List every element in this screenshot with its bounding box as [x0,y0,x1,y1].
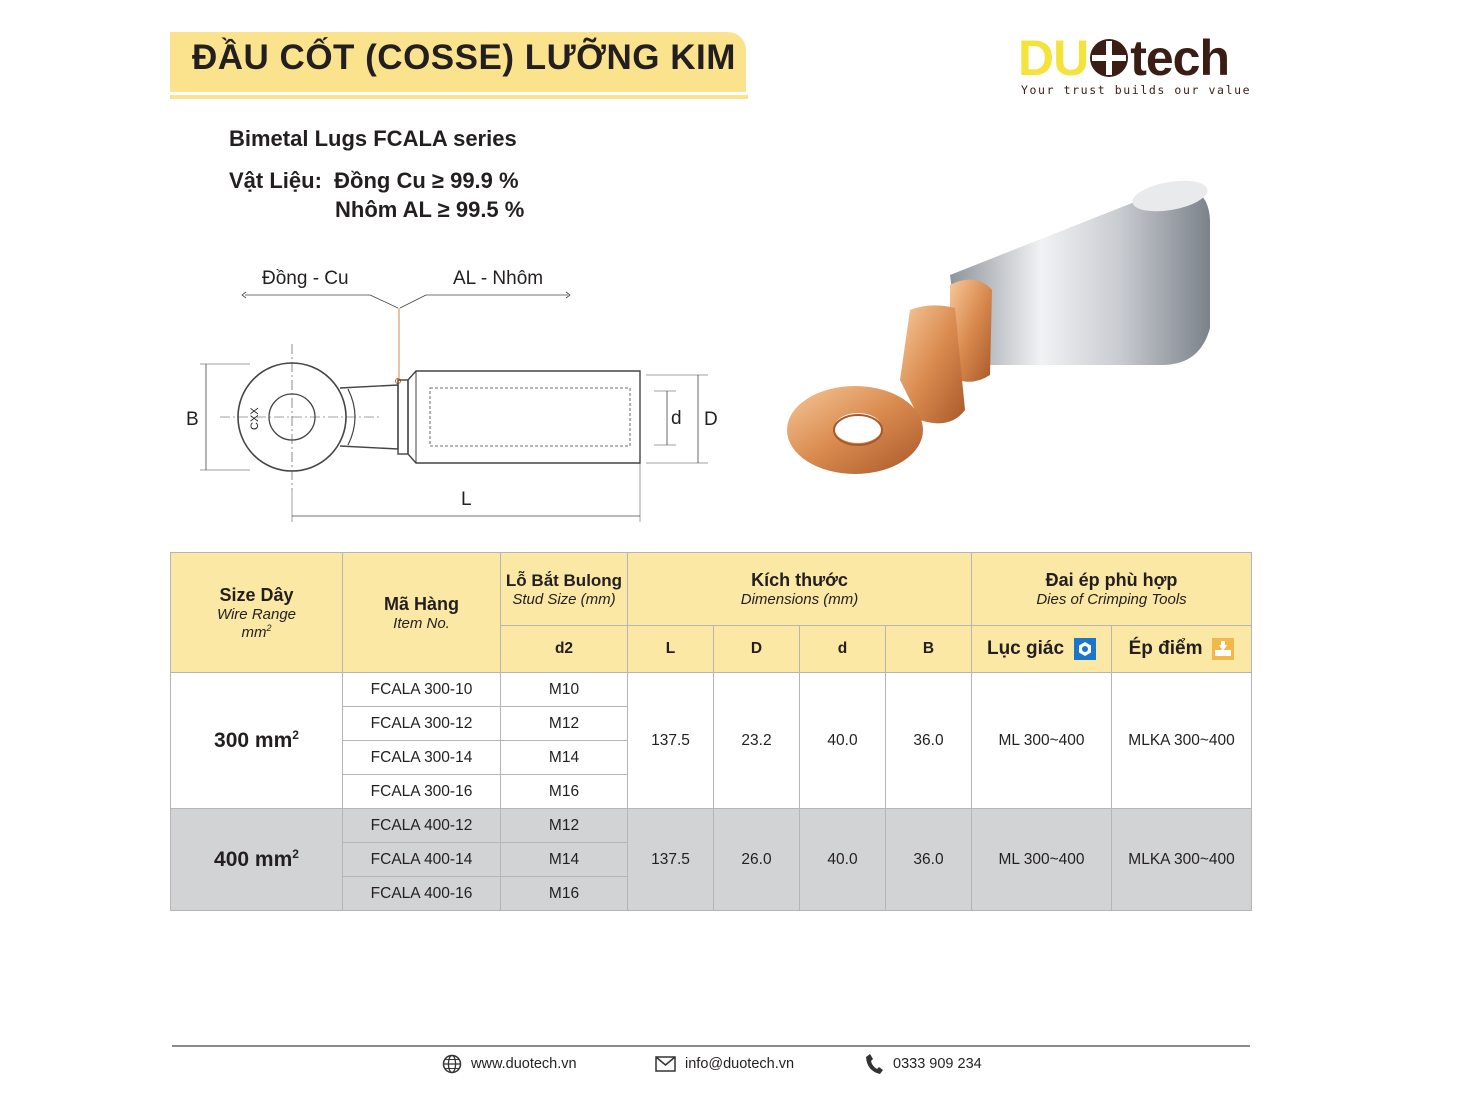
dim-b-label: B [186,409,199,430]
stud-size: M12 [501,809,628,843]
dim-D: 26.0 [714,809,800,911]
header-item-no: Mã Hàng Item No. [343,553,501,673]
label-copper: Đồng - Cu [262,268,349,289]
table-row [171,809,1252,843]
logo-tagline: Your trust builds our value [1021,83,1252,97]
header-crimping-dies: Đai ép phù hợp Dies of Crimping Tools [972,553,1252,626]
item-code: FCALA 300-16 [343,775,501,809]
dim-B: 36.0 [886,809,972,911]
material-cu: Đồng Cu ≥ 99.9 % [334,168,519,193]
label-aluminium: AL - Nhôm [453,268,544,289]
header-hex: Lục giác [972,626,1112,673]
die-point: MLKA 300~400 [1112,809,1252,911]
material-al: Nhôm AL ≥ 99.5 % [335,197,525,222]
dim-d: 40.0 [800,809,886,911]
footer-divider [172,1045,1250,1047]
table-row [171,673,1252,707]
die-hex: ML 300~400 [972,673,1112,809]
header-d: d [800,626,886,673]
page-title: ĐẦU CỐT (COSSE) LƯỠNG KIM [192,38,736,77]
mail-icon [655,1056,676,1072]
material-label: Vật Liệu: [229,168,322,193]
dim-d: 40.0 [800,673,886,809]
header-B: B [886,626,972,673]
item-code: FCALA 400-14 [343,843,501,877]
header-D: D [714,626,800,673]
point-crimp-icon [1212,638,1234,660]
die-hex: ML 300~400 [972,809,1112,911]
item-code: FCALA 300-14 [343,741,501,775]
header-L: L [628,626,714,673]
dim-length-label: L [461,489,472,510]
item-code: FCALA 400-16 [343,877,501,911]
globe-icon [442,1054,462,1074]
dim-L: 137.5 [628,673,714,809]
technical-drawing [180,258,740,538]
stud-size: M16 [501,775,628,809]
header-dimensions: Kích thước Dimensions (mm) [628,553,972,626]
dim-B: 36.0 [886,673,972,809]
hole-mark-label: CXX [249,407,261,430]
footer-website[interactable]: www.duotech.vn [442,1053,577,1075]
stud-size: M16 [501,877,628,911]
header-point: Ép điểm [1112,626,1252,673]
footer-phone[interactable]: 0333 909 234 [864,1053,982,1075]
die-point: MLKA 300~400 [1112,673,1252,809]
item-code: FCALA 400-12 [343,809,501,843]
dim-L: 137.5 [628,809,714,911]
footer-email[interactable]: info@duotech.vn [655,1053,794,1075]
item-code: FCALA 300-10 [343,673,501,707]
logo-wordmark: DU tech [1018,30,1230,86]
material-line-cu [229,168,519,194]
dim-D: 23.2 [714,673,800,809]
stud-size: M14 [501,843,628,877]
wire-size-cell: 300 $mm^2$ [171,673,343,809]
product-photo [780,180,1250,480]
item-code: FCALA 300-12 [343,707,501,741]
header-wire-size: Size Dây Wire Range $mm^2$ [171,553,343,673]
brand-logo [1018,30,1258,100]
header-stud-size: Lỗ Bắt Bulong Stud Size (mm) [501,553,628,626]
wire-size-cell: 400 $mm^2$ [171,809,343,911]
header-d2: d2 [501,626,628,673]
stud-size: M10 [501,673,628,707]
dim-outer-diameter-label: D [704,409,718,430]
logo-circle-icon [1089,38,1129,78]
title-underline [170,95,748,99]
hexagon-icon [1074,638,1096,660]
stud-size: M14 [501,741,628,775]
product-subtitle: Bimetal Lugs FCALA series [229,126,517,151]
spec-table [170,552,1252,911]
stud-size: M12 [501,707,628,741]
phone-icon [864,1053,884,1075]
dim-inner-diameter-label: d [671,408,682,429]
